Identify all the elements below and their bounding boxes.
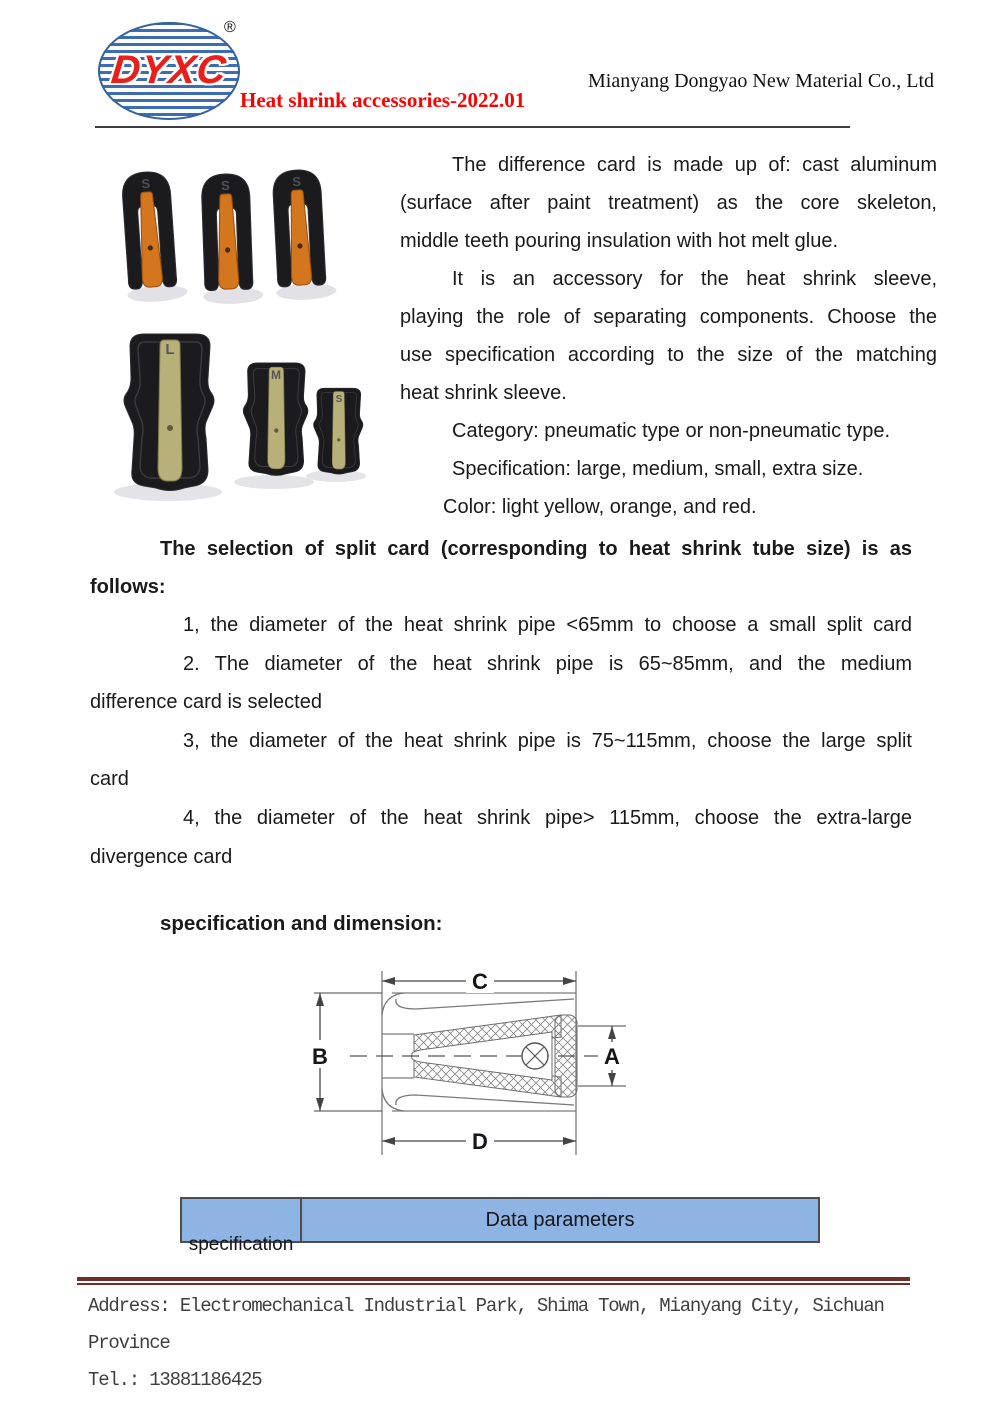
product-photo-lms-split-cards [108,324,372,504]
header-divider [95,126,850,128]
large-clip [124,334,214,491]
product-photo-small-split-cards [113,156,337,312]
small-clip-2 [199,173,264,305]
dim-label-a: A [604,1044,620,1069]
footer-divider [77,1277,910,1286]
selection-item-line: 1, the diameter of the heat shrink pipe <65mm to choose a small split card [183,614,912,636]
specification-table [180,1197,820,1255]
table-header-specification: specification [188,1234,294,1255]
table-header-data-parameters: Data parameters [485,1208,635,1231]
spec-dimension-heading: specification and dimension: [160,912,443,935]
dimension-diagram [284,957,656,1165]
small-clip-3-size-label: S [291,173,302,190]
document-subtitle: Heat shrink accessories-2022.01 [240,88,526,112]
selection-heading-line: follows: [90,576,166,598]
footer-address-line2: Province [88,1332,170,1354]
medium-clip [243,363,308,476]
intro-paragraphs [400,146,937,526]
intro-line: It is an accessory for the heat shrink sleeve, [452,268,937,290]
dim-label-c: C [472,969,488,994]
selection-item-line: card [90,768,129,791]
medium-clip-size-label: M [271,368,281,382]
small-clip-1-size-label: S [140,175,151,192]
specification-line: Specification: large, medium, small, extra size. [452,458,864,480]
intro-line: playing the role of separating components. Choose the [400,306,937,328]
selection-item-line: 3, the diameter of the heat shrink pipe is 75~115mm, choose the large split [183,729,912,752]
intro-line: The difference card is made up of: cast aluminum [452,154,937,176]
table-header-specification-cell [182,1199,302,1255]
selection-item-line: 2. The diameter of the heat shrink pipe is 65~85mm, and the medium [183,652,912,675]
dim-label-d: D [472,1129,488,1154]
small-clip-3 [270,168,337,301]
selection-list [90,606,912,876]
category-line: Category: pneumatic type or non-pneumatic type. [452,420,891,442]
selection-item-line: divergence card [90,845,233,868]
footer-telephone: Tel.: 13881186425 [88,1369,262,1391]
selection-item-line: difference card is selected [90,691,322,714]
intro-line: use specification according to the size of the matching [400,344,937,366]
extra-small-clip [314,388,364,474]
company-logo [98,19,240,120]
company-name: Mianyang Dongyao New Material Co., Ltd [588,70,935,92]
small-clip-1 [119,170,188,304]
color-line: Color: light yellow, orange, and red. [443,496,757,518]
logo-text: DYXC [109,48,229,92]
registered-trademark-icon: ® [224,19,236,36]
intro-line: (surface after paint treatment) as the core skeleton, [400,192,937,214]
small-clip-2-size-label: S [220,177,230,194]
footer-address-line1: Address: Electromechanical Industrial Park, Shima Town, Mianyang City, Sichuan [88,1295,884,1317]
extra-small-clip-size-label: S [335,394,343,405]
selection-item-line: 4, the diameter of the heat shrink pipe> 115mm, choose the extra-large [183,806,912,829]
intro-line: middle teeth pouring insulation with hot melt glue. [400,230,839,252]
large-clip-size-label: L [165,341,175,358]
dim-label-b: B [312,1044,328,1069]
selection-heading-line: The selection of split card (corresponding to heat shrink tube size) is as [160,538,912,560]
intro-line: heat shrink sleeve. [400,382,567,404]
table-header-data-parameters-cell [302,1199,818,1241]
selection-heading [90,530,912,606]
